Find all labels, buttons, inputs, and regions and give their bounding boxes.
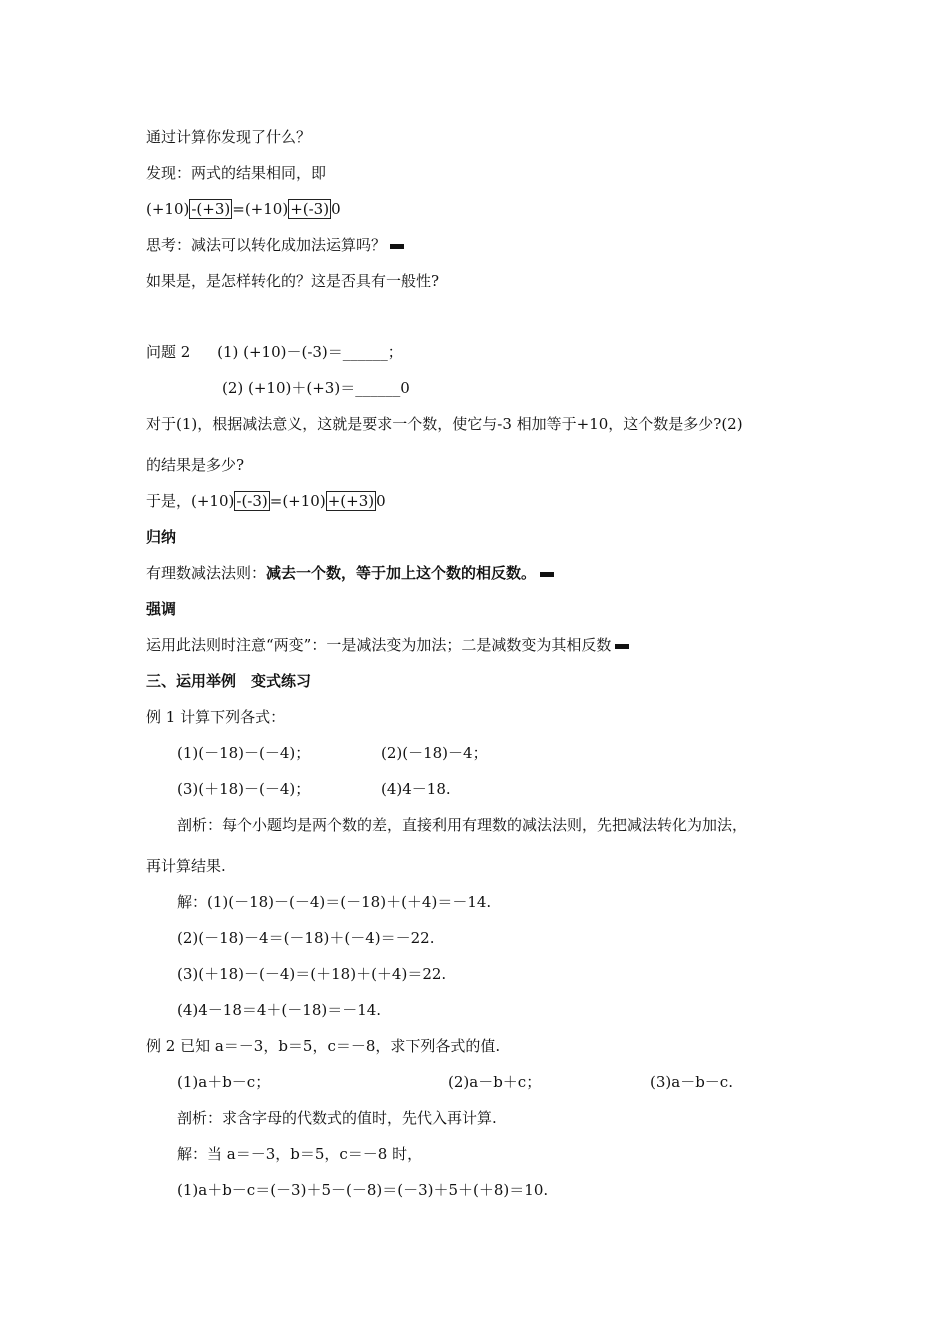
bar-mark-icon: [390, 244, 404, 249]
boxed-term: -(-3): [236, 492, 268, 510]
boxed-term: +(+3): [327, 492, 375, 510]
text: =(+10): [232, 200, 289, 218]
example-title: 例 2 已知 a＝－3，b＝5，c＝－8，求下列各式的值.: [146, 1037, 501, 1055]
text: 运用此法则时注意“两变”：一是减法变为加法；二是减数变为其相反数: [146, 636, 612, 654]
text: (+10): [146, 200, 190, 218]
solution-line: (1)a＋b－c＝(－3)＋5－(－8)＝(－3)＋5＋(＋8)＝10.: [177, 1181, 549, 1199]
question-part: (1) (+10)－(-3)＝______；: [217, 343, 403, 361]
text-line: [146, 163, 326, 183]
solution-line: (2)(－18)－4＝(－18)＋(－4)＝－22.: [177, 929, 435, 947]
text: 0: [331, 200, 341, 218]
section-heading: 三、运用举例 变式练习: [146, 672, 312, 690]
example-item: (4)4－18.: [381, 780, 451, 798]
text: 0: [376, 492, 386, 510]
example-item: (1)a＋b－c；: [177, 1073, 271, 1091]
example-title: 例 1 计算下列各式：: [146, 708, 286, 726]
text: 于是，(+10): [146, 492, 235, 510]
analysis-text: 再计算结果.: [146, 857, 226, 875]
bar-mark-icon: [615, 644, 629, 649]
solution-line: 解：当 a＝－3，b＝5，c＝－8 时，: [177, 1145, 423, 1163]
text: 思考：减法可以转化成加法运算吗？: [146, 236, 387, 254]
text-line: 的结果是多少?: [146, 456, 245, 474]
text: 有理数减法法则：: [146, 564, 267, 582]
section-heading: 强调: [146, 600, 177, 618]
equation-line: [146, 199, 341, 219]
boxed-term: -(+3): [191, 200, 231, 218]
text: =(+10): [269, 492, 326, 510]
boxed-term: +(-3): [290, 200, 330, 218]
example-item: (1)(－18)－(－4)；: [177, 744, 311, 762]
question-label: 问题 2: [146, 343, 191, 361]
question-part: (2) (+10)＋(+3)＝______0: [222, 379, 410, 397]
solution-line: (3)(＋18)－(－4)＝(＋18)＋(＋4)＝22.: [177, 965, 447, 983]
text-line: 对于(1)，根据减法意义，这就是要求一个数，使它与-3 相加等于+10，这个数是多少?(2): [146, 415, 743, 433]
analysis-text: 剖析：求含字母的代数式的值时，先代入再计算.: [177, 1109, 497, 1127]
bar-mark-icon: [540, 572, 554, 577]
example-item: (2)(－18)－4；: [381, 744, 488, 762]
solution-line: 解：(1)(－18)－(－4)＝(－18)＋(＋4)＝－14.: [177, 893, 492, 911]
analysis-text: 剖析：每个小题均是两个数的差，直接利用有理数的减法法则，先把减法转化为加法，: [177, 816, 748, 834]
equation-line: [146, 491, 386, 511]
example-item: (2)a－b＋c；: [448, 1073, 542, 1091]
text: 发现：两式的结果相同，即: [146, 164, 327, 182]
solution-line: (4)4－18＝4＋(－18)＝－14.: [177, 1001, 382, 1019]
rule-line: [146, 563, 554, 583]
example-item: (3)(＋18)－(－4)；: [177, 780, 311, 798]
text-line: 如果是，是怎样转化的？这是否具有一般性?: [146, 272, 440, 290]
question-line: [146, 342, 403, 362]
rule-text: 减去一个数，等于加上这个数的相反数。: [266, 564, 537, 582]
section-heading: 归纳: [146, 528, 177, 546]
text-line: 通过计算你发现了什么？: [146, 128, 312, 146]
text-line: [146, 235, 404, 255]
example-item: (3)a－b－c.: [650, 1073, 733, 1091]
text-line: [146, 635, 629, 655]
